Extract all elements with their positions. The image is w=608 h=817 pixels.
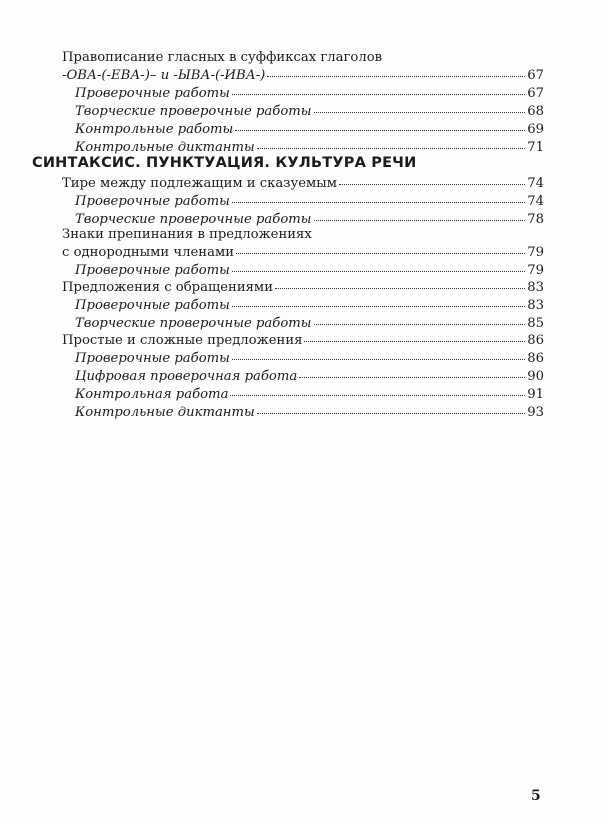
toc-page-number: 86 [527, 351, 544, 366]
toc-entry-title: Знаки препинания в предложениях [62, 227, 312, 242]
toc-entry-label: Проверочные работы [75, 298, 230, 313]
toc-entry-label: Проверочные работы [75, 351, 230, 366]
toc-entry-label: с однородными членами [62, 245, 234, 260]
dot-leader [314, 209, 526, 221]
toc-page-number: 69 [527, 122, 544, 137]
toc-entry-label: Тире между подлежащим и сказуемым [62, 176, 338, 191]
toc-entry-label: Контрольные работы [75, 122, 234, 137]
dot-leader [275, 277, 525, 289]
toc-entry-label: Контрольная работа [75, 387, 229, 402]
toc-entry-label: -ОВА-(-ЕВА-)– и -ЫВА-(-ИВА-) [62, 68, 266, 83]
toc-entry-label: Проверочные работы [75, 86, 230, 101]
dot-leader [299, 366, 525, 378]
dot-leader [257, 402, 525, 414]
toc-entry-label: Контрольные диктанты [75, 405, 255, 420]
toc-page-number: 86 [527, 333, 544, 348]
dot-leader [232, 260, 525, 272]
toc-page-number: 85 [527, 316, 544, 331]
dot-leader [257, 137, 525, 149]
toc-page-number: 91 [527, 387, 544, 402]
toc-entry-label: Цифровая проверочная работа [75, 369, 298, 384]
dot-leader [267, 65, 525, 77]
dot-leader [339, 173, 525, 185]
toc-entry-label: Проверочные работы [75, 263, 230, 278]
dot-leader [230, 384, 525, 396]
toc-page-number: 74 [527, 176, 544, 191]
toc-page-number: 93 [527, 405, 544, 420]
dot-leader [314, 313, 526, 325]
toc-page-number: 78 [527, 212, 544, 227]
dot-leader [314, 101, 526, 113]
toc-page-number: 83 [527, 280, 544, 295]
toc-entry-label: Предложения с обращениями [62, 280, 273, 295]
dot-leader [232, 191, 525, 203]
dot-leader [232, 295, 525, 307]
toc-subentry[interactable] [75, 404, 544, 422]
toc-page-number: 79 [527, 245, 544, 260]
dot-leader [232, 83, 525, 95]
toc-page-number: 79 [527, 263, 544, 278]
toc-entry-label: Творческие проверочные работы [75, 316, 312, 331]
toc-entry-title: Правописание гласных в суффиксах глаголов [62, 50, 383, 65]
toc-page-number: 71 [527, 140, 544, 155]
dot-leader [232, 348, 525, 360]
toc-entry-label: Творческие проверочные работы [75, 212, 312, 227]
page-number: 5 [531, 788, 541, 804]
toc-page-number: 74 [527, 194, 544, 209]
toc-entry-label: Контрольные диктанты [75, 140, 255, 155]
toc-page-number: 68 [527, 104, 544, 119]
dot-leader [236, 242, 525, 254]
dot-leader [304, 330, 525, 342]
toc-entry-label: Проверочные работы [75, 194, 230, 209]
toc-entry-label: Простые и сложные предложения [62, 333, 303, 348]
toc-entry-label: Творческие проверочные работы [75, 104, 312, 119]
toc-page-number: 67 [527, 86, 544, 101]
toc-page-number: 90 [527, 369, 544, 384]
toc-page-number: 83 [527, 298, 544, 313]
section-heading: СИНТАКСИС. ПУНКТУАЦИЯ. КУЛЬТУРА РЕЧИ [32, 155, 417, 171]
dot-leader [235, 119, 525, 131]
toc-page-number: 67 [527, 68, 544, 83]
